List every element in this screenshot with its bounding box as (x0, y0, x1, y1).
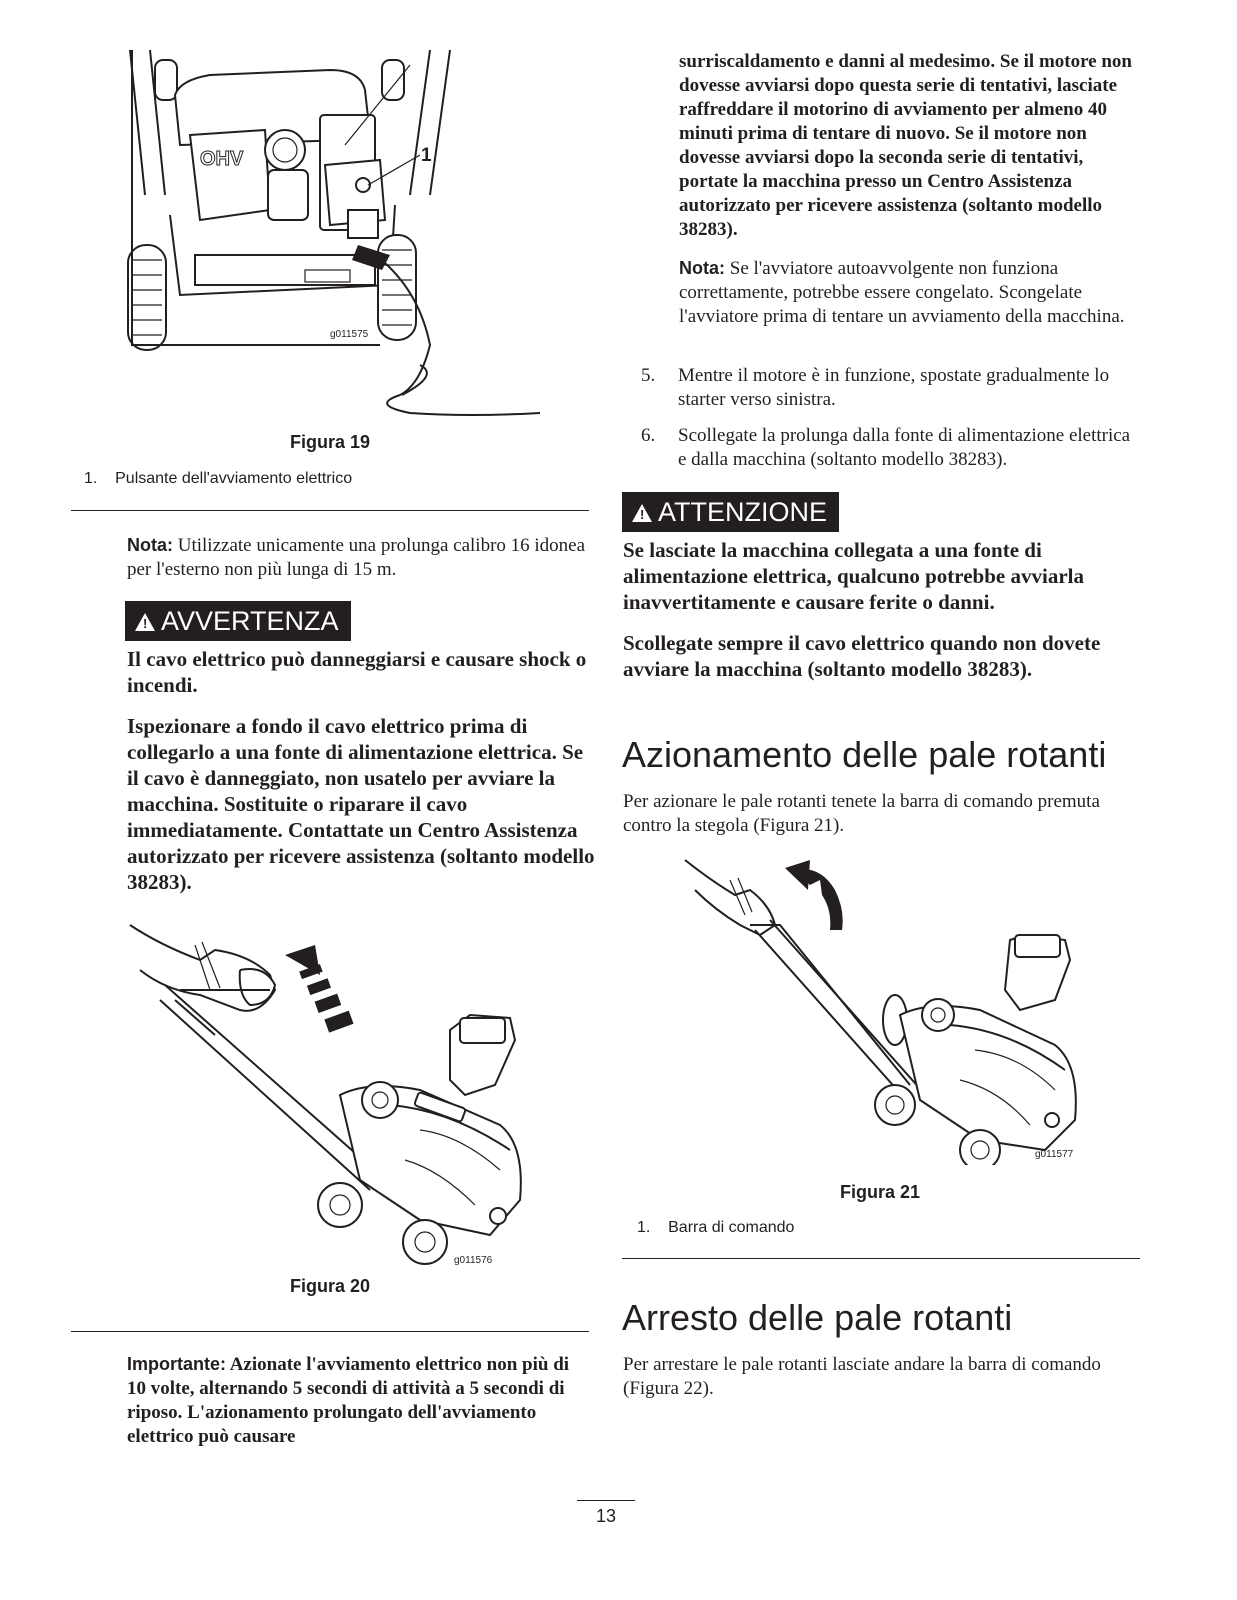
figure-19-code: g011575 (330, 329, 369, 340)
figure-19-caption: Figura 19 (289, 432, 371, 452)
section-text-engage: Per azionare le pale rotanti tenete la barra di comando premuta contro la stegola (Figura 21). (623, 791, 1100, 836)
step-number: 6. (641, 425, 656, 446)
figure-19-callout-number: 1 (421, 145, 432, 166)
caution-badge (622, 492, 839, 532)
page-number-rule (577, 1500, 635, 1501)
figure-20-caption: Figura 20 (289, 1276, 371, 1296)
warning-paragraph-1: Il cavo elettrico può danneggiarsi e causare shock o incendi. (127, 647, 587, 697)
svg-text:OHV: OHV (200, 148, 244, 170)
figure-21-caption: Figura 21 (839, 1182, 921, 1202)
figure-21-legend: 1. Barra di comando (637, 1219, 795, 1236)
step-text: Mentre il motore è in funzione, spostate gradualmente lo starter verso sinistra. (678, 365, 1110, 410)
important-continued: surriscaldamento e danni al medesimo. Se il motore non dovesse avviarsi dopo questa serie di tentativi, lasciate raffreddare il motorino di avviamento per almeno 40 minuti prima di tentare di nuovo. Se il motore non dovesse avviarsi dopo la seconda serie di tentativi, portate la macchina presso un Centro Assistenza autorizzato per ricevere assistenza (soltanto modello 38283). (679, 51, 1133, 240)
caution-title: ATTENZIONE (658, 497, 828, 527)
important-label: Importante: (127, 1354, 226, 1374)
divider (71, 510, 589, 511)
figure-19-legend: 1. Pulsante dell'avviamento elettrico (84, 470, 353, 487)
caution-paragraph-1: Se lasciate la macchina collegata a una fonte di alimentazione elettrica, qualcuno potrebbe avviarla inavvertitamente e causare ferite o danni. (623, 538, 1084, 614)
note-label: Nota: (127, 535, 173, 555)
warning-triangle-icon: ! (135, 613, 155, 631)
figure-21-illustration (680, 850, 1095, 1165)
page-number: 13 (595, 1506, 617, 1526)
note-label: Nota: (679, 258, 725, 278)
warning-badge (125, 601, 351, 641)
section-text-disengage: Per arrestare le pale rotanti lasciate andare la barra di comando (Figura 22). (623, 1354, 1101, 1399)
step-text: Scollegate la prolunga dalla fonte di alimentazione elettrica e dalla macchina (soltanto modello 38283). (678, 425, 1131, 470)
note-recoil-starter (679, 256, 1141, 329)
figure-19-illustration (120, 45, 560, 425)
section-heading-disengage: Arresto delle pale rotanti (622, 1297, 1013, 1338)
caution-paragraph-2: Scollegate sempre il cavo elettrico quando non dovete avviare la macchina (soltanto modello 38283). (623, 631, 1101, 681)
warning-paragraph-2: Ispezionare a fondo il cavo elettrico prima di collegarlo a una fonte di alimentazione elettrica. Se il cavo è danneggiato, non usatelo per avviare la macchina. Sostituite o riparare il cavo immediatamente. Contattate un Centro Assistenza autorizzato per ricevere assistenza (soltanto modello 38283). (127, 714, 595, 894)
divider (71, 1331, 589, 1332)
step-number: 5. (641, 365, 656, 386)
note-extension-cord (127, 533, 587, 582)
note-text: Se l'avviatore autoavvolgente non funziona correttamente, potrebbe essere congelato. Scongelate l'avviatore prima di tentare un avviamento della macchina. (679, 258, 1125, 327)
important-notice (127, 1352, 592, 1449)
figure-20-illustration (120, 920, 540, 1275)
note-text: Utilizzate unicamente una prolunga calibro 16 idonea per l'esterno non più lunga di 15 m. (127, 535, 586, 580)
section-heading-engage: Azionamento delle pale rotanti (622, 734, 1107, 775)
list-item (641, 424, 1141, 474)
important-text: Azionate l'avviamento elettrico non più di 10 volte, alternando 5 secondi di attività a 5 secondi di riposo. L'azionamento prolungato dell'avviamento elettrico può causare (127, 1354, 570, 1447)
figure-20-code: g011576 (454, 1255, 493, 1266)
figure-21-code: g011577 (1035, 1149, 1074, 1160)
warning-title: AVVERTENZA (161, 606, 339, 636)
divider (622, 1258, 1140, 1259)
warning-triangle-icon: ! (632, 504, 652, 522)
list-item (641, 364, 1141, 414)
